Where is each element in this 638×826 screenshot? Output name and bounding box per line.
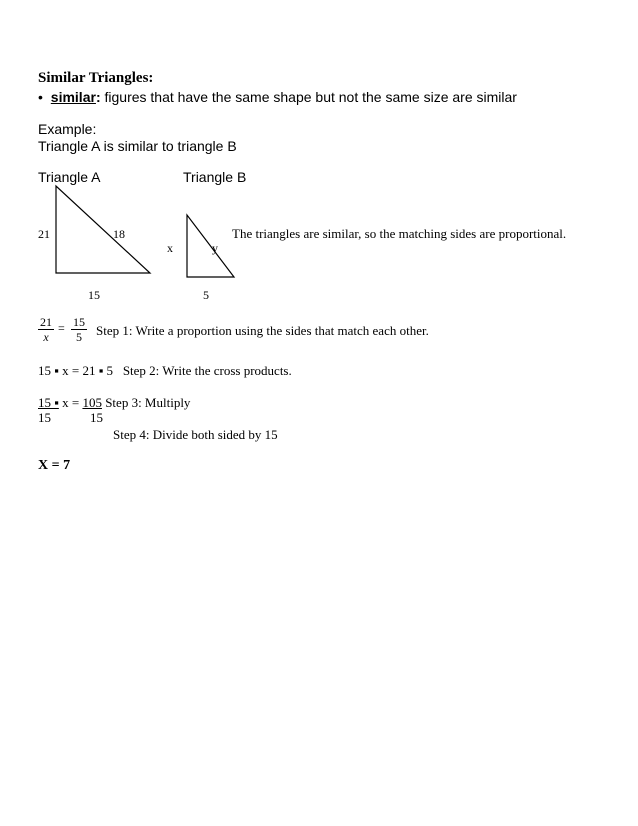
step-2-equation: 15 ▪ x = 21 ▪ 5 [38,363,114,378]
proportion-right-denominator: 5 [76,330,82,344]
triangle-a-side-18: 18 [113,227,125,241]
step-2-line [38,363,292,379]
step-2-text: Step 2: Write the cross products. [122,363,292,378]
proportion-left-numerator: 21 [40,315,52,329]
triangle-b-shape [187,215,234,277]
page-title: Similar Triangles: [38,70,154,86]
proportion-equals: = [58,321,65,335]
triangle-b-side-x: x [167,241,173,255]
step-3-middle: x = [58,395,83,410]
triangle-a-label: Triangle A [38,169,101,185]
step-3-denominator-right: 15 [90,410,103,425]
similarity-note: The triangles are similar, so the matching sides are proportional. [232,226,567,241]
triangle-b-side-5: 5 [203,288,209,302]
step-3-denominator-left: 15 [38,410,51,425]
proportion-right-fraction [71,315,87,344]
step-3-numerator-right: 105 [82,395,102,410]
step-4-text: Step 4: Divide both sided by 15 [113,427,278,442]
example-description: Triangle A is similar to triangle B [38,138,237,154]
definition-term: similar [50,89,96,105]
triangle-a-shape [56,186,150,273]
proportion-left-denominator: x [43,330,49,344]
example-label: Example: [38,121,97,137]
definition-colon: : [95,89,101,105]
step-1-text: Step 1: Write a proportion using the sides that match each other. [96,323,429,338]
bullet-icon: • [38,89,43,105]
final-answer: X = 7 [38,458,71,473]
proportion-right-numerator: 15 [73,315,85,329]
triangle-a-side-21: 21 [38,227,50,241]
step-3-line [38,395,190,411]
triangle-b-side-y: y [212,241,218,255]
step-3-text: Step 3: Multiply [101,395,191,410]
triangle-b-label: Triangle B [183,169,247,185]
proportion-left-fraction [38,315,54,344]
step-3-numerator-left: 15 ▪ [38,395,59,410]
triangle-a-side-15: 15 [88,288,100,302]
definition-text: figures that have the same shape but not the same size are similar [100,89,517,105]
